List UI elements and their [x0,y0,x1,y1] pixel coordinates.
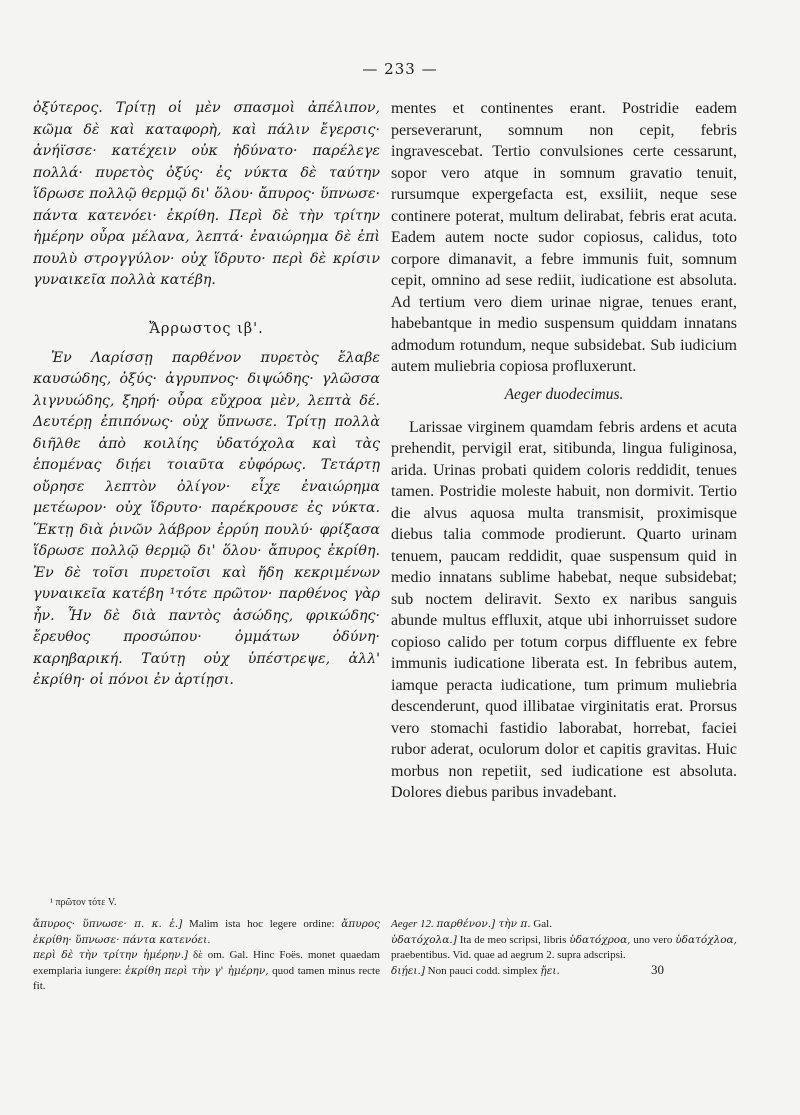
note-text: quod tamen minus recte fit. [33,964,380,992]
note-right-1 [391,917,737,933]
note-greek: ὑδατόχλοα, [675,933,737,946]
note-lemma: περὶ δὲ τὴν τρίτην ἡμέρην.] [33,949,189,961]
note-greek: ᾔει. [540,964,560,977]
note-text: Gal. [530,918,552,930]
note-text: Non pauci codd. simplex [424,964,541,977]
greek-column [33,98,380,692]
note-text: δὲ om. Gal. Hinc Foës. monet quaedam exemplaria iungere: [33,949,380,977]
note-text: Ita de meo scripsi, libris [456,933,570,946]
note-text: uno vero [630,933,676,946]
note-text: Aeger 12. [391,918,437,930]
greek-paragraph-1: ὀξύτερος. Τρίτῃ οἱ μὲν σπασμοὶ ἀπέλιπον, κῶμα δὲ καὶ καταφορὴ, καὶ πάλιν ἔγερσις· ἀνήϊσσε· κατέχειν οὐκ ἠδύνατο· παρέλεγε πολλά· πυρετὸς ὀξύς· ἐς νύκτα δὲ ταύτην ἵδρωσε πολλῷ θερμῷ δι' ὅλου· ἄπυρος· ὕπνωσε· πάντα κατενόει· ἐκρίθη. Περὶ δὲ τὴν τρίτην ἡμέρην οὖρα μέλανα, λεπτά· ἐναιώρημα δὲ ἐπὶ πουλὺ στρογγύλον· οὐχ ἵδρυτο· περὶ δὲ κρίσιν γυναικεῖα πολλὰ κατέβη. [33,100,380,288]
note-lemma: ἄπυρος· ὕπνωσε· π. κ. ἐ.] [33,918,183,930]
critical-notes-right [391,917,737,979]
signature-mark: 30 [651,962,664,977]
critical-notes-left [33,917,380,995]
note-right-3 [391,964,737,980]
latin-column [391,98,737,804]
latin-paragraph-1: mentes et continentes erant. Postridie eadem perseverarunt, somnum non cepit, febris ingravescebat. Tertio convulsiones certe cessarunt, sopor vero atque in somnum gravatio tenuit, rursumque expergefacta est, exsiliit, neque sese continere poterat, multum delirabat, febris erat acuta. Eadem autem nocte sudor copiosus, calidus, toto corpore dimanavit, a febre immunis fuit, somnum cepit, omnino ad sese rediit, iudicatione est absoluta. Ad tertium vero diem urinae nigrae, tenues erant, habebantque in medio suspensum quiddam innatans admodum rotundum, neque subsidebat. Sub iudicium autem muliebria copiosa profluxerunt. [391,100,737,375]
greek-paragraph-2: Ἐν Λαρίσσῃ παρθένον πυρετὸς ἔλαβε καυσώδης, ὀξύς· ἀγρυπνος· διψώδης· γλῶσσα λιγνυώδης, ξηρή· οὖρα εὔχροα μὲν, λεπτὰ δέ. Δευτέρῃ ἐπιπόνως· οὐχ ὕπνωσε. Τρίτῃ πολλὰ διῆλθε ἀπὸ κοιλίης ὑδατόχολα καὶ τὰς ἑπομένας διῄει τοιαῦτα εὐφόρως. Τετάρτῃ οὔρησε λεπτὸν ὀλίγον· εἶχε ἐναιώρημα μετέωρον· οὐχ ἵδρυτο· παρέκρουσε ἐς νύκτα. Ἕκτῃ διὰ ῥινῶν λάβρον ἐρρύη πουλύ· φρίξασα ἵδρωσε πολλῷ θερμῷ δι' ὅλου· ἄπυρος ἐκρίθη. Ἐν δὲ τοῖσι πυρετοῖσι καὶ ἤδη κεκριμένων γυναικεῖα κατέβη ¹τότε πρῶτον· παρθένος γὰρ ἦν. Ἦν δὲ διὰ παντὸς ἀσώδης, φρικώδης· ἔρευθος προσώπου· ὀμμάτων ὀδύνη· καρηβαρική. Ταύτῃ οὐχ ὑπέστρεψε, ἀλλ' ἐκρίθη· οἱ πόνοι ἐν ἀρτίῃσι. [33,349,380,688]
note-lemma: ὑδατόχολα.] [391,933,457,946]
note-greek: ὑδατόχροα, [569,933,631,946]
latin-case-heading: Aeger duodecimus. [504,385,624,403]
note-greek: ἄπυρος ἐκρίθη· ὕπνωσε· πάντα κατενόει. [33,918,380,946]
note-text: Malim ista hoc legere ordine: [182,918,342,930]
greek-case-heading: Ἄρρωστος ιβ'. [149,320,264,337]
note-greek: ἐκρίθη περὶ τὴν γ' ἡμέρην, [125,964,269,977]
note-left-1 [33,917,380,948]
latin-paragraph-2: Larissae virginem quamdam febris ardens et acuta prehendit, pervigil erat, sitibunda, lingua fuliginosa, arida. Urinas probati quidem coloris reddidit, tenues tamen. Postridie moleste habuit, non dormivit. Tertio die alvus aquosa multa transmisit, proximisque diebus talia commode prodierunt. Quarto urinam tenuem, paucam reddidit, quae suspensum quid in medio innatans sublime habebat, neque subsidebat; sub noctem deliravit. Sexto ex naribus sanguis abunde multus effluxit, atque ubi inhorruisset sudore copioso calido per totum corpus diffluente ex febre immunis iudicatione liberata est. In febribus autem, iamque peracta iudicatione, tum primum muliebria descenderunt, quod illibatae virginitatis erat. Prorsus vero stomachi fastidio laborabat, horrebat, faciei rubor aderat, oculorum dolor et capitis gravitas. Huic morbus non repetiit, sed iudicatione est absoluta. Dolores diebus paribus invadebant. [391,418,737,801]
note-right-2 [391,933,737,964]
note-text: praebentibus. Vid. quae ad aegrum 2. supra adscripsi. [391,949,626,961]
footnote: ¹ πρῶτον τότε V. [50,897,117,908]
page-number: — 233 — [362,60,438,78]
note-lemma: παρθένον.] τὴν π. [436,918,531,930]
note-lemma: διῄει.] [391,964,425,977]
note-left-2 [33,948,380,995]
